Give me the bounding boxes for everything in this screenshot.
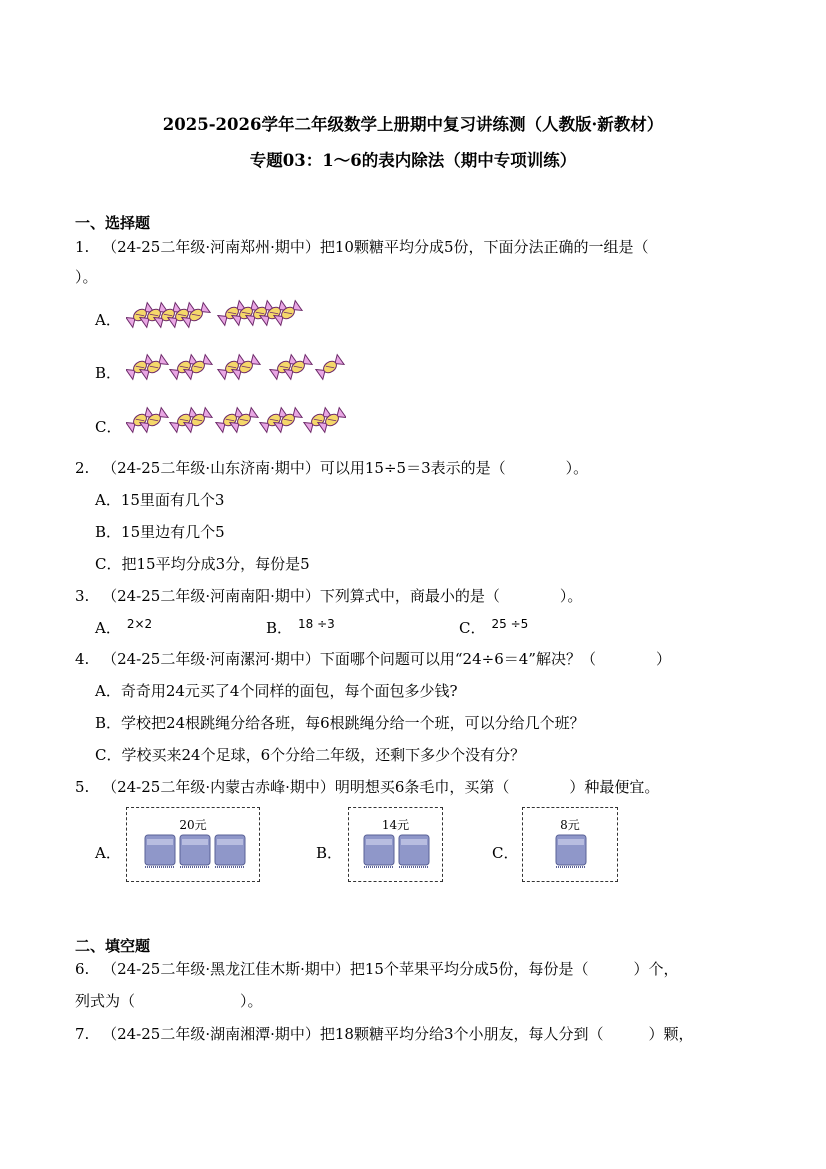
section-heading-fill: 二、填空题 (75, 937, 151, 955)
question-number: 1. (75, 238, 90, 256)
towel-box-a (126, 807, 260, 882)
option-b (266, 617, 335, 638)
option-c (459, 617, 528, 638)
candy-group-a (126, 298, 306, 330)
question-6-line2: 列式为（ ）。 (75, 992, 263, 1010)
option-expression: 25 ÷5 (491, 617, 529, 631)
option-expression: 2×2 (126, 617, 153, 631)
option-label: A． (95, 844, 121, 862)
towel-icon (556, 835, 586, 867)
question-text: （24-25二年级·黑龙江佳木斯·期中）把15个苹果平均分成5份，每份是（ ）个， (102, 960, 679, 978)
question-2 (75, 457, 588, 478)
towel-icon (215, 835, 245, 867)
candy-icon-row (126, 298, 306, 330)
towel-icon (180, 835, 210, 867)
option-a: A．奇奇用24元买了4个同样的面包，每个面包多少钱? (95, 682, 458, 700)
candy-icon-row (126, 403, 346, 437)
option-b: B．学校把24根跳绳分给各班，每6根跳绳分给一个班，可以分给几个班？ (95, 714, 585, 732)
question-1-tail: ）。 (75, 268, 98, 286)
candy-icon-row (126, 350, 346, 384)
towel-icon-group (554, 833, 590, 871)
option-label: A． (95, 311, 121, 329)
question-text: （24-25二年级·湖南湘潭·期中）把18颗糖平均分给3个小朋友，每人分到（ ）颗， (102, 1025, 694, 1043)
question-number: 6. (75, 960, 90, 978)
option-label: C． (95, 418, 122, 436)
candy-group-b (126, 350, 346, 384)
towel-box-b (348, 807, 443, 882)
question-4 (75, 648, 671, 669)
towel-icon (364, 835, 394, 867)
option-b: B．15里边有几个5 (95, 523, 225, 541)
price-label: 14元 (381, 818, 410, 832)
option-label: B． (95, 364, 122, 382)
question-3 (75, 585, 582, 606)
question-number: 3. (75, 587, 90, 605)
question-text: （24-25二年级·河南郑州·期中）把10颗糖平均分成5份，下面分法正确的一组是（ (102, 238, 649, 256)
price-label: 20元 (179, 818, 207, 832)
towel-box-c (522, 807, 618, 882)
price-label: 8元 (560, 818, 580, 832)
candy-group-c (126, 403, 346, 437)
page-title: 2025-2026学年二年级数学上册期中复习讲练测（人教版·新教材） (162, 115, 664, 134)
section-heading-choice: 一、选择题 (75, 214, 151, 232)
question-number: 2. (75, 459, 90, 477)
question-6 (75, 958, 679, 979)
towel-icon-group (362, 833, 434, 871)
towel-icon (145, 835, 175, 867)
option-a (95, 617, 152, 638)
question-1 (75, 236, 649, 257)
option-label: B． (316, 844, 343, 862)
question-text: （24-25二年级·河南南阳·期中）下列算式中，商最小的是（ ）。 (102, 587, 583, 605)
option-c: C．学校买来24个足球，6个分给二年级，还剩下多少个没有分？ (95, 746, 526, 764)
option-a: A．15里面有几个3 (95, 491, 225, 509)
question-number: 4. (75, 650, 90, 668)
option-label: A． (95, 619, 121, 637)
question-5 (75, 776, 659, 797)
candy-icon (316, 355, 344, 380)
option-expression: 18 ÷3 (298, 617, 335, 631)
towel-icon (399, 835, 429, 867)
option-label: C． (492, 844, 519, 862)
option-label: C． (459, 619, 486, 637)
option-label: B． (266, 619, 293, 637)
question-number: 7. (75, 1025, 90, 1043)
question-text: （24-25二年级·山东济南·期中）可以用15÷5＝3表示的是（ ）。 (102, 459, 589, 477)
towel-icon-group (143, 833, 249, 871)
question-text: （24-25二年级·河南漯河·期中）下面哪个问题可以用“24÷6＝4”解决？（ ） (102, 650, 671, 668)
option-c: C．把15平均分成3分，每份是5 (95, 555, 310, 573)
question-7 (75, 1023, 694, 1044)
question-number: 5. (75, 778, 90, 796)
page-subtitle: 专题03：1～6的表内除法（期中专项训练） (249, 151, 577, 170)
question-text: （24-25二年级·内蒙古赤峰·期中）明明想买6条毛巾，买第（ ）种最便宜。 (102, 778, 660, 796)
